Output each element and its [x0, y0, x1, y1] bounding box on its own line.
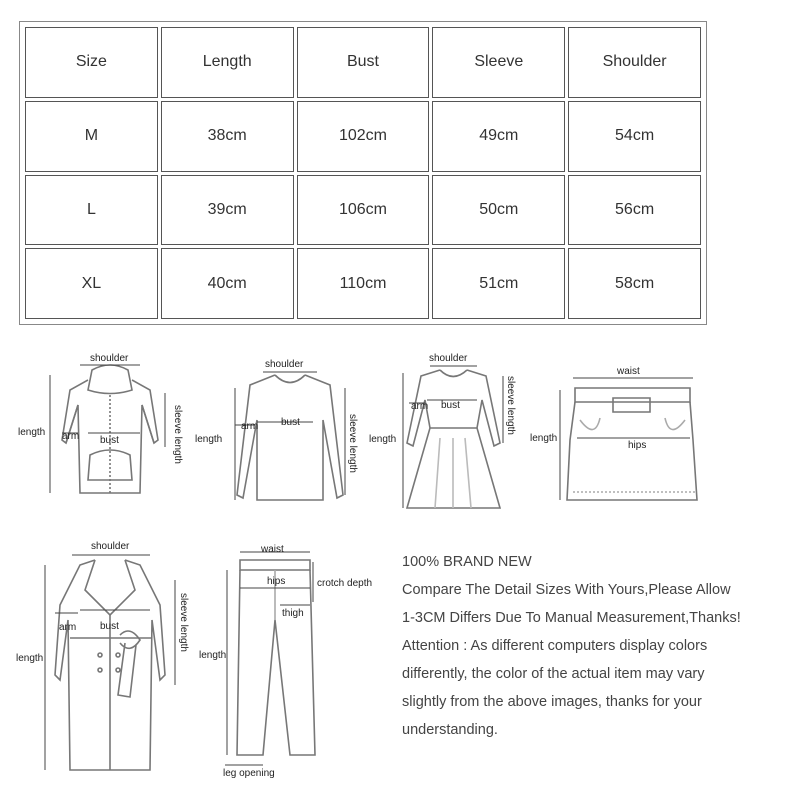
label-length: length: [18, 427, 46, 438]
cell-shoulder: 58cm: [568, 248, 701, 319]
label-waist: waist: [261, 544, 284, 555]
size-table-grid: [22, 24, 704, 322]
table-row: [25, 248, 701, 319]
label-hips: hips: [267, 576, 286, 587]
dress-diagram: [365, 348, 540, 518]
table-header-row: [25, 27, 701, 98]
note-color-diff: differently, the color of the actual item may vary: [402, 666, 705, 682]
note-compare-sizes: Compare The Detail Sizes With Yours,Please Allow: [402, 582, 731, 598]
label-bust: bust: [281, 417, 300, 428]
label-arm: arm: [411, 401, 429, 412]
header-length: Length: [161, 27, 294, 98]
label-sleeve-length: sleeve length: [178, 593, 189, 652]
note-images: slightly from the above images, thanks for your: [402, 694, 702, 710]
table-row: [25, 175, 701, 246]
skirt-diagram: [525, 360, 715, 515]
note-brand-new: 100% BRAND NEW: [402, 554, 532, 570]
label-sleeve-length: sleeve length: [172, 405, 183, 464]
cell-size: M: [25, 101, 158, 172]
size-chart-table: [19, 21, 707, 325]
label-length: length: [199, 650, 227, 661]
label-thigh: thigh: [282, 608, 304, 619]
table-row: [25, 101, 701, 172]
product-notes: [402, 548, 792, 744]
label-shoulder: shoulder: [265, 359, 304, 370]
note-understanding: understanding.: [402, 722, 498, 738]
cell-length: 38cm: [161, 101, 294, 172]
cell-length: 39cm: [161, 175, 294, 246]
coat-diagram: [0, 535, 200, 785]
label-length: length: [530, 433, 558, 444]
cell-sleeve: 51cm: [432, 248, 565, 319]
label-bust: bust: [100, 435, 119, 446]
label-leg-opening: leg opening: [223, 768, 275, 779]
label-arm: arm: [59, 622, 77, 633]
header-size: Size: [25, 27, 158, 98]
label-bust: bust: [100, 621, 119, 632]
note-measurement: 1-3CM Differs Due To Manual Measurement,Thanks!: [402, 610, 741, 626]
cell-shoulder: 54cm: [568, 101, 701, 172]
label-crotch-depth: crotch depth: [317, 578, 373, 589]
label-length: length: [369, 434, 397, 445]
cell-length: 40cm: [161, 248, 294, 319]
cell-bust: 110cm: [297, 248, 430, 319]
hoodie-diagram: [0, 345, 200, 525]
label-hips: hips: [628, 440, 647, 451]
header-shoulder: Shoulder: [568, 27, 701, 98]
cell-sleeve: 49cm: [432, 101, 565, 172]
cell-shoulder: 56cm: [568, 175, 701, 246]
note-attention: Attention : As different computers display colors: [402, 638, 708, 654]
cell-bust: 102cm: [297, 101, 430, 172]
label-arm: arm: [62, 431, 80, 442]
label-shoulder: shoulder: [91, 541, 130, 552]
label-length: length: [16, 653, 44, 664]
label-shoulder: shoulder: [90, 353, 129, 364]
header-sleeve: Sleeve: [432, 27, 565, 98]
cell-bust: 106cm: [297, 175, 430, 246]
label-arm: arm: [241, 421, 259, 432]
label-sleeve-length: sleeve length: [505, 376, 516, 435]
sweater-diagram: [195, 350, 385, 525]
cell-size: L: [25, 175, 158, 246]
header-bust: Bust: [297, 27, 430, 98]
cell-sleeve: 50cm: [432, 175, 565, 246]
label-shoulder: shoulder: [429, 353, 468, 364]
cell-size: XL: [25, 248, 158, 319]
label-length: length: [195, 434, 223, 445]
pants-drawing: [195, 540, 390, 785]
label-waist: waist: [617, 366, 640, 377]
label-sleeve-length: sleeve length: [347, 414, 358, 473]
pants-diagram: [195, 540, 390, 785]
label-bust: bust: [441, 400, 460, 411]
